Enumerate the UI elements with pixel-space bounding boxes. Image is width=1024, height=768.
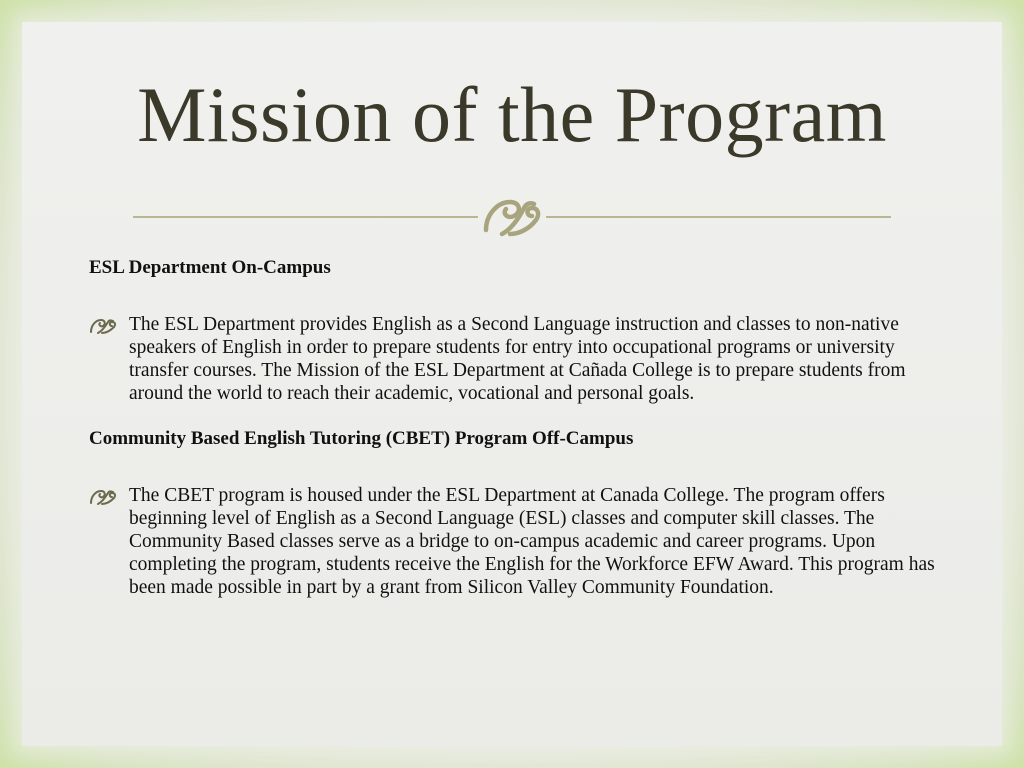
slide-title: Mission of the Program (137, 71, 887, 158)
bullet-esl (89, 313, 949, 405)
scroll-bullet-icon (89, 317, 119, 335)
slide-content (89, 256, 949, 599)
section-heading-esl: ESL Department On-Campus (89, 257, 331, 278)
bullet-cbet (89, 484, 949, 599)
bullet-esl-text: The ESL Department provides English as a Second Language instruction and classes to non-native speakers of English in order to prepare students for entry into occupational programs or university transfer courses. The Mission of the ESL Department at Cañada College is to prepare students from around the world to reach their academic, vocational and personal goals. (129, 314, 906, 404)
section-heading-cbet: Community Based English Tutoring (CBET) Program Off-Campus (89, 428, 634, 449)
divider-line-right (546, 216, 891, 218)
divider-line-left (133, 216, 478, 218)
scroll-bullet-icon (89, 488, 119, 506)
scroll-ornament-icon (480, 194, 544, 240)
title-divider (133, 194, 891, 240)
bullet-cbet-text: The CBET program is housed under the ESL Department at Canada College. The program offers beginning level of English as a Second Language (ESL) classes and computer skill classes. The Community Based classes serve as a bridge to on-campus academic and career programs. Upon completing the program, students receive the English for the Workforce EFW Award. This program has been made possible in part by a grant from Silicon Valley Community Foundation. (129, 485, 935, 598)
